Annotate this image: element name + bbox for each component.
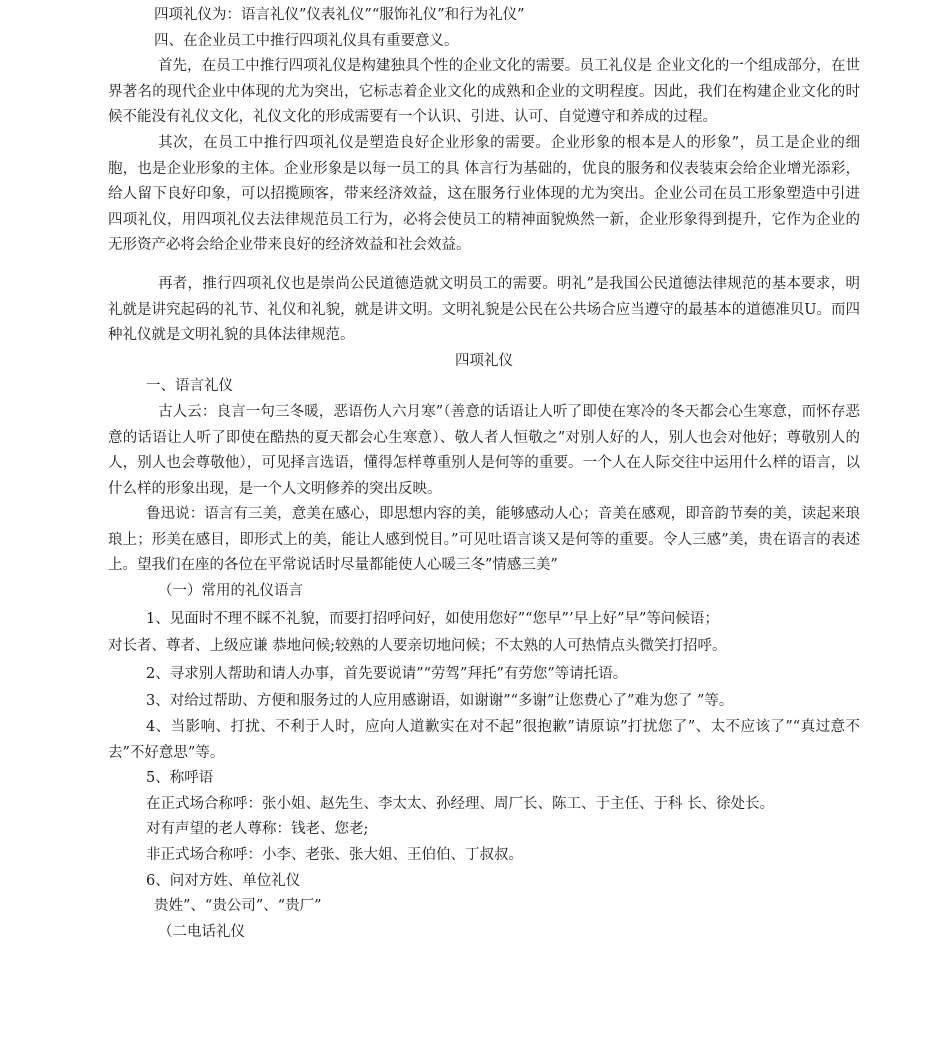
item-formal-address: 在正式场合称呼：张小姐、赵先生、李太太、孙经理、周厂长、陈工、于主任、于科 长、徐处长。 — [146, 795, 775, 812]
item-asking-name: 6、问对方姓、单位礼仪 — [146, 872, 301, 889]
item-asking-name-examples: 贵姓”、“贵公司”、“贵厂” — [154, 898, 322, 915]
item-greeting: 1、见面时不理不睬不礼貌，而要打招呼问好，如使用您好”“您早”’早上好”早”等问候语； — [146, 610, 719, 627]
paragraph-second: 其次，在员工中推行四项礼仪是塑造良好企业形象的需要。企业形象的根本是人的形象”，员工是企业的细胞，也是企业形象的主体。企业形象是以每一员工的具 体言行为基础的，优良的服务和仪表装束会给企业增光添彩，给人留下良好印象，可以招揽顾客，带来经济效益，这在服务行业体现的尤为突出。企业公司在员工形象塑造中引进四项礼仪，用四项礼仪去法律规范员工行为，必将会使员工的精神面貌焕然一新，企业形象得到提升，它作为企业的无形资产必将会给企业带来良好的经济效益和社会效益。 — [108, 134, 860, 254]
section-title: 四项礼仪 — [455, 352, 513, 369]
item-thanks: 3、对给过帮助、方便和服务过的人应用感谢语，如谢谢”“多谢”让您费心了”难为您了 ”等。 — [146, 693, 734, 710]
item-informal-address: 非正式场合称呼：小李、老张、张大姐、王伯伯、丁叔叔。 — [146, 847, 523, 863]
subsection-language-etiquette: 一、语言礼仪 — [146, 378, 233, 395]
paragraph-luxun: 鲁迅说：语言有三美，意美在感心，即思想内容的美，能够感动人心；音美在感观，即音韵节奏的美，读起来琅琅上；形美在感目，即形式上的美，能让人感到悦目。”可见吐语言谈又是何等的重要。令人三感”美，贵在语言的表述上。望我们在座的各位在平常说话时尽量都能使人心暖三冬”情感三美” — [108, 506, 860, 574]
item-request: 2、寻求别人帮助和请人办事，首先要说请”“劳驾”拜托”有劳您”等请托语。 — [146, 665, 628, 682]
subsection-common-phrases: （一）常用的礼仪语言 — [158, 583, 303, 600]
subsection-phone-etiquette: （二电话礼仪 — [158, 923, 245, 940]
item-elder-address: 对有声望的老人尊称：钱老、您老; — [146, 821, 369, 838]
item-address-terms: 5、称呼语 — [146, 770, 214, 787]
section-four-heading: 四、在企业员工中推行四项礼仪具有重要意义。 — [154, 32, 459, 49]
document-page — [108, 0, 860, 945]
item-greeting-continued: 对长者、尊者、上级应谦 恭地问候;较熟的人要亲切地问候；不太熟的人可热情点头微笑打招呼。 — [108, 638, 727, 655]
paragraph-first: 首先，在员工中推行四项礼仪是构建独具个性的企业文化的需要。员工礼仪是 企业文化的一个组成部分，在世界著名的现代企业中体现的尤为突出，它标志着企业文化的成熟和企业的文明程度。因此，我们在构建企业文化的时候不能没有礼仪文化，礼仪文化的形成需要有一个认识、引进、认可、自觉遵守和养成的过程。 — [108, 58, 860, 126]
paragraph-third: 再者，推行四项礼仪也是崇尚公民道德造就文明员工的需要。明礼”是我国公民道德法律规范的基本要求，明礼就是讲究起码的礼节、礼仪和礼貌，就是讲文明。文明礼貌是公民在公共场合应当遵守的最基本的道德准贝U。而四种礼仪就是文明礼貌的具体法律规范。 — [108, 275, 860, 344]
intro-line: 四项礼仪为：语言礼仪”仪表礼仪”“服饰礼仪”和行为礼仪” — [154, 7, 525, 23]
paragraph-ancient-saying: 古人云：良言一句三冬暖，恶语伤人六月寒”（善意的话语让人听了即使在寒冷的冬天都会心生寒意，而怀存恶意的话语让人听了即使在酷热的夏天都会心生寒意）、敬人者人恒敬之”对别人好的人，别人也会对他好；尊敬别人的人，别人也会尊敬他），可见择言选语，懂得怎样尊重别人是何等的重要。一个人在人际交往中运用什么样的语言，以什么样的形象出现，是一个人文明修养的突出反映。 — [108, 403, 860, 497]
item-apology: 4、当影响、打扰、不利于人时，应向人道歉实在对不起”很抱歉”请原谅”打扰您了”、太不应该了”“真过意不去”不好意思”等。 — [108, 719, 860, 761]
